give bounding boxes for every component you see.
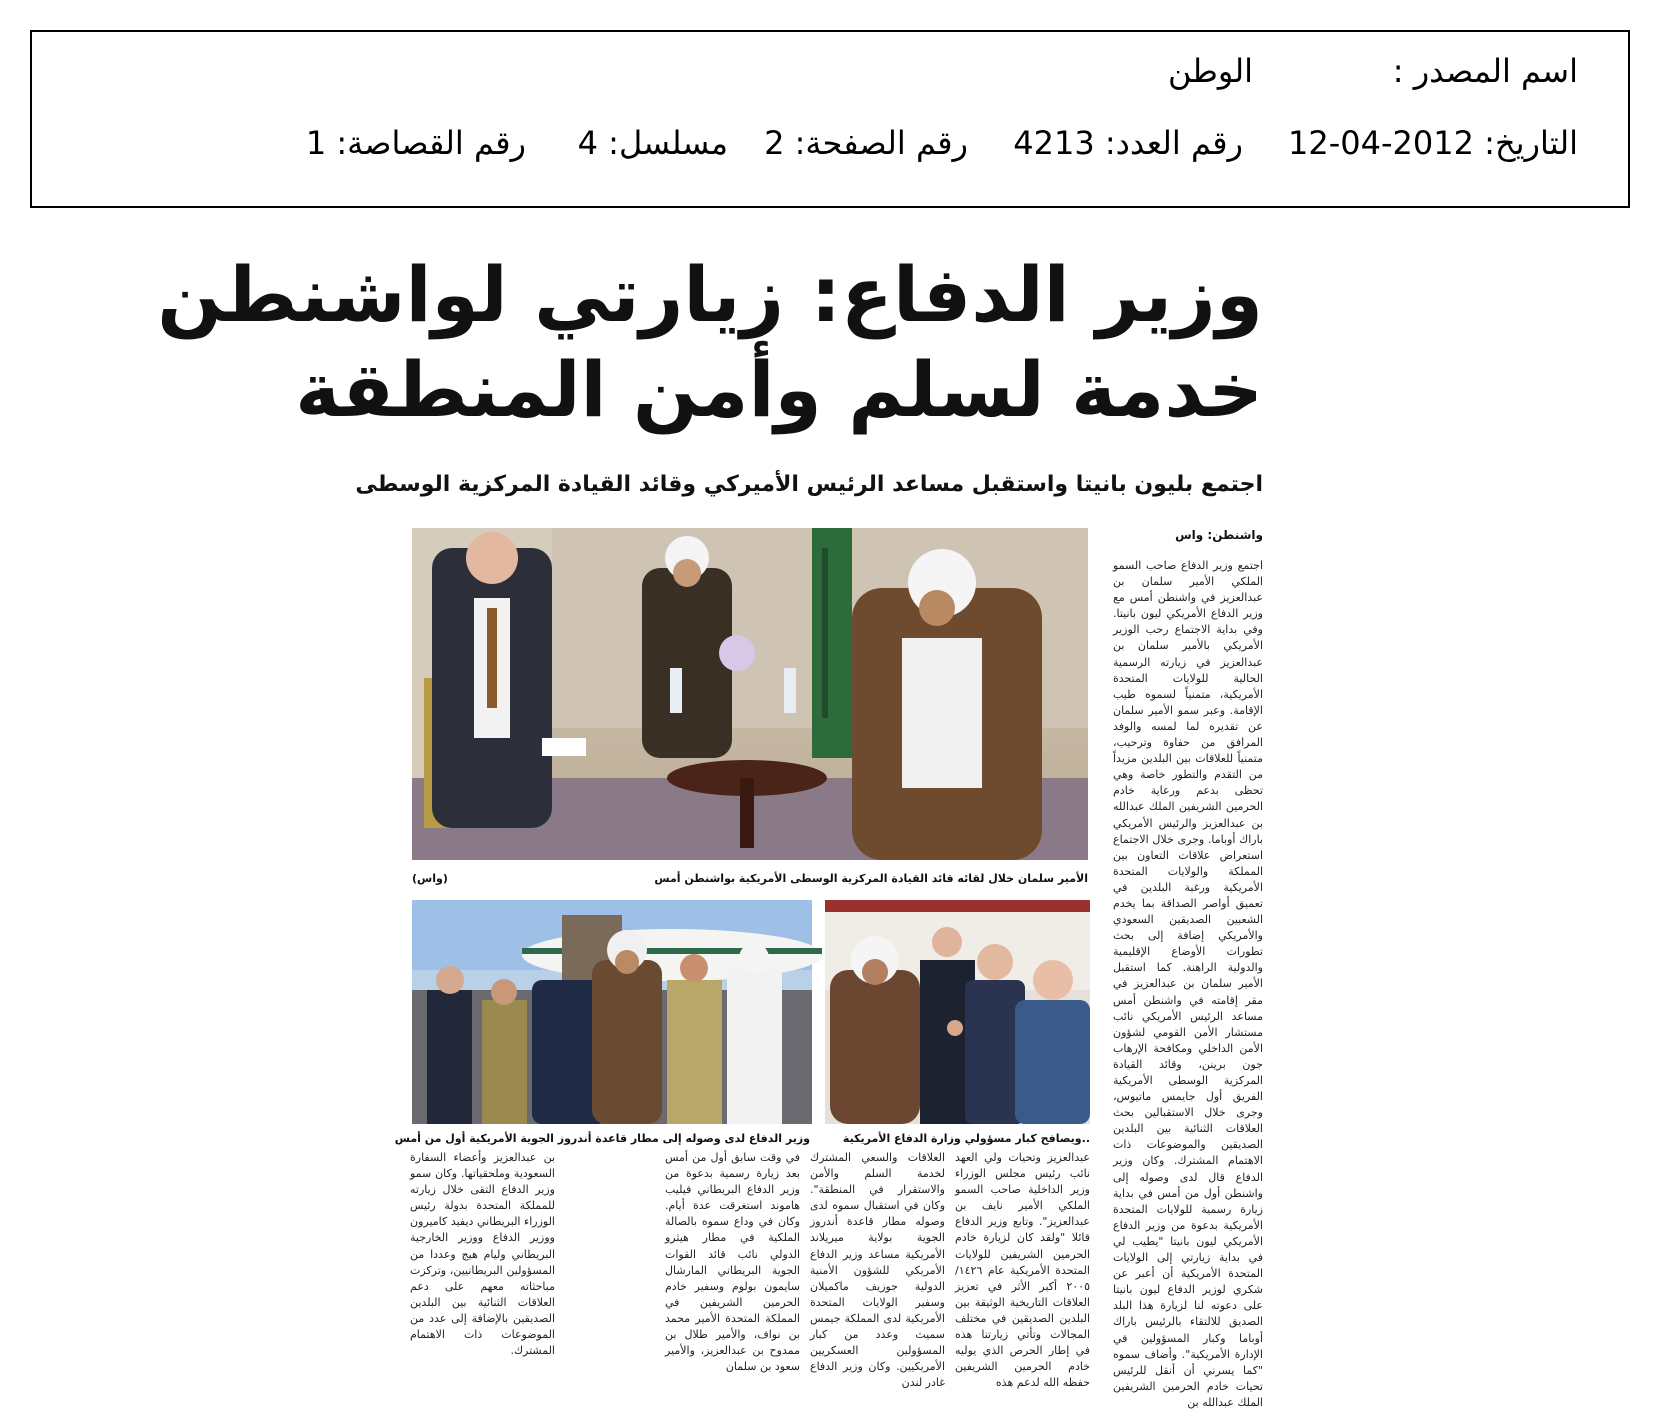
serial-number: مسلسل: 4 — [577, 124, 728, 162]
main-photo-credit: (واس) — [412, 872, 448, 885]
article-column-bottom-1: عبدالعزيز وتحيات ولي العهد نائب رئيس مجلس الوزراء وزير الداخلية صاحب السمو الملكي الأمير نايف بن عبدالعزيز". وتابع وزير الدفاع قائلا "ولقد كان لزيارة خادم الحرمين الشريفين للولايات المتحدة الأمريكية عام ١٤٢٦/ ٢٠٠٥ أكبر الأثر في تعزيز العلاقات التاريخية الوثيقة بين البلدين الصديقين في مختلف المجالات وتأتي زيارتنا هذه في إطار الحرص الذي يوليه خادم الحرمين الشريفين حفظه الله لدعم هذه — [955, 1151, 1090, 1390]
issue-number: رقم العدد: 4213 — [1013, 124, 1243, 162]
article-column-bottom-4: بن عبدالعزيز وأعضاء السفارة السعودية وملحقياتها. وكان سمو وزير الدفاع التقى خلال زيارته للمملكة المتحدة بدولة رئيس الوزراء البريطاني ديفيد كاميرون ووزير الدفاع ووزير الخارجية البريطاني وليام هيج وعددا من المسؤولين البريطانيين، وتركزت مباحثاته معهم على دعم العلاقات الثنائية بين البلدين الصديقين بالإضافة إلى عدد من الموضوعات ذات الاهتمام المشترك. — [410, 1151, 555, 1358]
handshake-photo-illustration — [825, 900, 1090, 1124]
meeting-photo-illustration — [412, 528, 1088, 860]
article-column-bottom-3: في وقت سابق أول من أمس بعد زيارة رسمية بدعوة من وزير الدفاع البريطاني فيليب هاموند استغرقت عدة أيام. وكان في وداع سموه بالصالة الملكية في مطار هيثرو الدولي نائب قائد القوات الجوية البريطاني المارشال سايمون بولوم وسفير خادم الحرمين الشريفين في المملكة المتحدة الأمير محمد بن نواف، والأمير طلال بن ممدوح بن عبدالعزيز، والأمير سعود بن سلمان — [665, 1151, 800, 1374]
headline-line-2: خدمة لسلم وأمن المنطقة — [295, 345, 1263, 434]
source-value: الوطن — [1168, 52, 1253, 90]
clip-number: رقم القصاصة: 1 — [305, 124, 526, 162]
headline-line-1: وزير الدفاع: زيارتي لواشنطن — [157, 250, 1263, 339]
article-column-right: اجتمع وزير الدفاع صاحب السمو الملكي الأمير سلمان بن عبدالعزيز في واشنطن أمس مع وزير الدفاع الأمريكي ليون بانيتا. وفي بداية الاجتماع رحب الوزير الأمريكي بالأمير سلمان بن عبدالعزيز في زيارته الرسمية الحالية للولايات المتحدة الأمريكية، متمنياً لسموه طيب الإقامة. وعبر سمو الأمير سلمان عن تقديره لما لمسه والوفد المرافق من حفاوة وترحيب، متمنياً للعلاقات بين البلدين مزيداً من التقدم والتطور خاصة وهي تحظى بدعم ورعاية خادم الحرمين الشريفين الملك عبدالله بن عبدالعزيز والرئيس الأمريكي باراك أوباما. وجرى خلال الاجتماع استعراض علاقات التعاون بين المملكة والولايات المتحدة الأمريكية ورغبة البلدين في تعميق أواصر الصداقة بما يخدم الشعبين الصديقين السعودي والأمريكي إضافة إلى بحث تطورات الأوضاع الإقليمية والدولية الراهنة. كما استقبل الأمير سلمان بن عبدالعزيز في مقر إقامته في واشنطن أمس مساعد الرئيس الأمريكي نائب مستشار الأمن القومي لشؤون الأمن الداخلي ومكافحة الإرهاب جون برينن، وقائد القيادة المركزية الوسطى الأمريكية الفريق أول جايمس ماتيوس، وجرى خلال الاستقبالين بحث العلاقات الثنائية بين البلدين الصديقين والموضوعات ذات الاهتمام المشترك. وكان وزير الدفاع قال لدى وصوله إلى واشنطن أول من أمس في بداية زيارة رسمية للولايات المتحدة الأمريكية بدعوة من وزير الدفاع الأمريكي ليون بانيتا "يطيب لي في بداية زيارتي إلى الولايات المتحدة الأمريكية أن أعبر عن شكري لوزير الدفاع ليون بانيتا على دعوته لنا لزيارة هذا البلد الصديق للالتقاء بالرئيس باراك أوباما وكبار المسؤولين في الإدارة الأمريكية". وأضاف سموه "كما يسرني أن أنقل للرئيس تحيات خادم الحرمين الشريفين الملك عبدالله بن — [1113, 559, 1263, 1409]
source-info-box — [30, 30, 1630, 208]
main-photo-caption: الأمير سلمان خلال لقائه قائد القيادة المركزية الوسطى الأمريكية بواشنطن أمس — [654, 872, 1088, 885]
subheadline: اجتمع بليون بانيتا واستقبل مساعد الرئيس الأميركي وقائد القيادة المركزية الوسطى — [355, 472, 1263, 497]
source-label: اسم المصدر : — [1392, 52, 1578, 90]
page-number: رقم الصفحة: 2 — [764, 124, 968, 162]
airport-photo-caption: وزير الدفاع لدى وصوله إلى مطار قاعدة أندروز الجوية الأمريكية أول من أمس — [394, 1132, 810, 1145]
dateline: واشنطن: واس — [1175, 528, 1263, 542]
main-photo — [412, 528, 1088, 860]
airport-photo-illustration — [412, 900, 812, 1124]
handshake-photo-caption: ..ويصافح كبار مسؤولي وزارة الدفاع الأمريكية — [842, 1132, 1090, 1145]
article-column-bottom-2: العلاقات والسعي المشترك لخدمة السلم والأمن والاستقرار في المنطقة". وكان في استقبال سموه لدى وصوله مطار قاعدة أندروز الجوية بولاية ميريلاند الأمريكية مساعد وزير الدفاع الأمريكي للشؤون الأمنية الدولية جوزيف ماكميلان وسفير الولايات المتحدة الأمريكية لدى المملكة جيمس سميث وعدد من كبار المسؤولين العسكريين الأمريكيين. وكان وزير الدفاع غادر لندن — [810, 1151, 945, 1390]
date-field: التاريخ: 2012-04-12 — [1288, 124, 1578, 162]
airport-arrival-photo — [412, 900, 812, 1124]
handshake-photo — [825, 900, 1090, 1124]
